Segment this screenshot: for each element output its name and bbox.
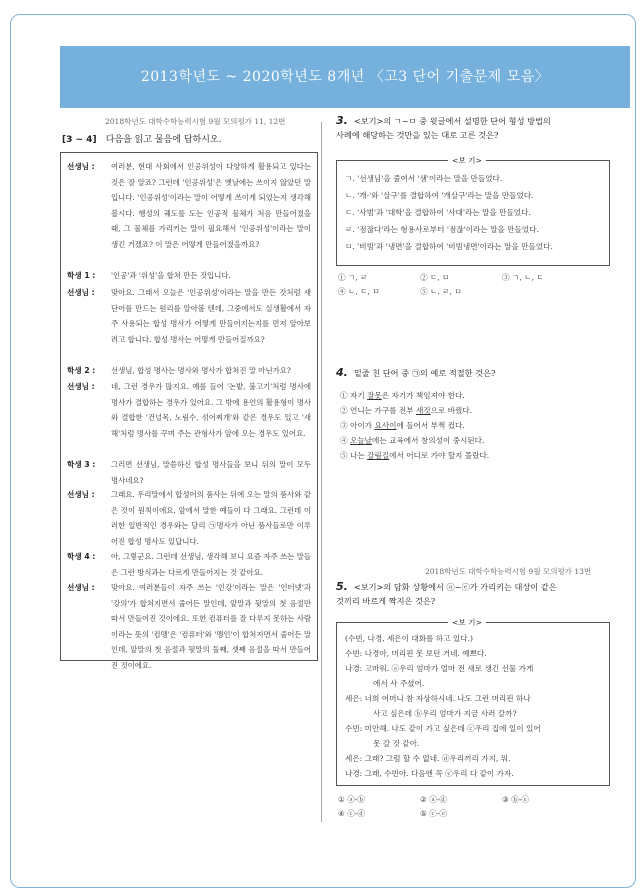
instruction-text: 다음을 읽고 물음에 답하시오. bbox=[105, 135, 222, 145]
question-5-stem-line2: 것끼리 바르게 짝지은 것은? bbox=[336, 596, 436, 606]
speaker: 선생님 : bbox=[67, 382, 95, 391]
speaker: 선생님 : bbox=[67, 490, 95, 499]
utterance: 그러면 선생님, 말씀하신 합성 명사들을 보니 뒤의 말이 모두 명사네요? bbox=[111, 460, 311, 485]
option-text: ② 언니는 가구를 전부 bbox=[340, 406, 416, 415]
speaker: 선생님 : bbox=[67, 288, 95, 297]
speaker: 학생 3 : bbox=[67, 460, 96, 469]
answer-option[interactable] bbox=[340, 450, 489, 461]
answer-option[interactable]: ⑤ ㄴ, ㄹ, ㅁ bbox=[420, 287, 462, 296]
speaker: 선생님 : bbox=[67, 162, 95, 171]
question-range-heading bbox=[62, 132, 221, 145]
dialog-line: 나경: 고마워. ⓐ우리 엄마가 얼마 전 새로 생긴 선물 가게 bbox=[345, 664, 534, 673]
option-text: ③ 아이가 bbox=[340, 421, 375, 430]
answer-option[interactable] bbox=[340, 435, 484, 446]
answer-option[interactable]: ② ⓐ-ⓓ bbox=[420, 795, 447, 804]
underlined-word: 새것 bbox=[415, 406, 431, 415]
dialog-line: 에서 사 주셨어. bbox=[373, 679, 425, 688]
example-box-title: <보 기> bbox=[448, 155, 486, 166]
question-range: [3 ~ 4] bbox=[62, 135, 97, 145]
option-text: ④ bbox=[340, 436, 351, 445]
dialog-line: 나경: 그래, 수빈아. 다음엔 꼭 ⓔ우리 다 같이 가자. bbox=[345, 769, 514, 778]
underlined-word: 요사이 bbox=[374, 421, 397, 430]
dialog-line: 세은: 너희 어머니 참 자상하시네. 나도 그런 머리핀 하나 bbox=[345, 694, 531, 703]
example-box-title: <보 기> bbox=[448, 617, 486, 628]
speaker: 학생 2 : bbox=[67, 366, 96, 375]
answer-option[interactable]: ④ ⓒ-ⓓ bbox=[338, 809, 365, 818]
question-4-stem bbox=[336, 366, 608, 380]
example-item: ㄴ. '개-'와 '살구'를 결합하여 '개살구'라는 말을 만들었다. bbox=[345, 191, 534, 200]
underlined-word: 갈림길 bbox=[367, 451, 390, 460]
question-number: 5. bbox=[336, 580, 348, 593]
utterance: 선생님, 합성 명사는 명사와 명사가 합쳐진 말 아닌가요? bbox=[111, 366, 291, 375]
underlined-word: 오늘날 bbox=[350, 436, 373, 445]
answer-option[interactable]: ③ ⓑ-ⓔ bbox=[502, 795, 529, 804]
speaker: 학생 4 : bbox=[67, 552, 96, 561]
utterance: '인공'과 '위성'을 합쳐 만든 것입니다. bbox=[111, 271, 231, 280]
option-text: 에 들어서 부쩍 컸다. bbox=[396, 421, 465, 430]
utterance: 네, 그런 경우가 많지요. 예를 들어 '논밭, 불고기'처럼 명사에 명사가 결합하는 경우가 있어요. 그 밖에 용언의 활용형이 명사와 결합한 '건널목, 노림수, 섞어찌개'와 같은 경우도 있고 '새해'처럼 명사를 꾸며 주는 관형사가 앞에 오는 경우도 있어요. bbox=[111, 382, 311, 438]
question-3-stem-line2: 사례에 해당하는 것만을 있는 대로 고른 것은? bbox=[336, 130, 499, 140]
dialog-line: 세은: 그래? 그럼 할 수 없네. ⓓ우리끼리 가지, 뭐. bbox=[345, 754, 511, 763]
utterance: 맞아요. 여러분들이 자주 쓰는 '인강'이라는 말은 '인터넷'과 '강의'가 합쳐지면서 줄어든 말인데, 앞말과 뒷말의 첫 음절만 따서 만들어진 것이에요. 또한 컴퓨터를 잘 다루지 못하는 사람이라는 뜻의 '컴맹'은 '컴퓨터'와 '맹인'이 합쳐지면서 줄어든 말인데, 앞말의 첫 음절과 뒷말의 둘째, 셋째 음절을 따서 만들어진 것이에요. bbox=[111, 583, 311, 670]
answer-option[interactable]: ④ ㄴ, ㄷ, ㅁ bbox=[338, 287, 380, 296]
q5-source-note: 2018학년도 대학수학능력시험 9월 모의평가 13번 bbox=[425, 567, 592, 576]
question-5-stem-line1: <보기>의 담화 상황에서 ⓐ~ⓔ가 가리키는 대상이 같은 bbox=[353, 582, 557, 592]
answer-option[interactable]: ① ⓐ-ⓑ bbox=[338, 795, 365, 804]
utterance: 아, 그렇군요. 그런데 선생님, 생각해 보니 요즘 자주 쓰는 말들은 그런 방식과는 다르게 만들어지는 것 같아요. bbox=[111, 552, 311, 577]
answer-option[interactable] bbox=[340, 390, 465, 401]
example-item: ㅁ. '비빔'과 '냉면'을 결합하여 '비빔냉면'이라는 말을 만들었다. bbox=[345, 242, 553, 251]
question-3-stem bbox=[336, 114, 608, 142]
dialog-line: 못 갈 것 같아. bbox=[373, 739, 420, 748]
answer-option[interactable]: ② ㄷ, ㅁ bbox=[420, 273, 450, 282]
underlined-word: 잘못 bbox=[367, 391, 382, 400]
option-text: 에서 어디로 가야 할지 몰랐다. bbox=[389, 451, 490, 460]
option-text: 으로 바꿨다. bbox=[430, 406, 473, 415]
example-item: ㄷ. '사범'과 '대학'을 결합하여 '사대'라는 말을 만들었다. bbox=[345, 208, 531, 217]
answer-option[interactable]: ③ ㄱ, ㄴ, ㄷ bbox=[502, 273, 544, 282]
dialog-line: 수빈: 나경아, 머리핀 못 보던 거네. 예쁘다. bbox=[345, 649, 487, 658]
option-text: ① 자기 bbox=[340, 391, 368, 400]
column-divider bbox=[321, 122, 322, 822]
dialog-line: 수빈: 미안해. 나도 같이 가고 싶은데 ⓒ우리 집에 일이 있어 bbox=[345, 724, 541, 733]
speaker: 선생님 : bbox=[67, 583, 95, 592]
question-4-stem-text: 밑줄 친 단어 중 ㉠의 예로 적절한 것은? bbox=[353, 368, 496, 378]
option-text: ⑤ 나는 bbox=[340, 451, 368, 460]
question-3-stem-line1: <보기>의 ㄱ~ㅁ 중 윗글에서 설명한 단어 형성 방법의 bbox=[353, 116, 551, 126]
answer-option[interactable]: ① ㄱ, ㄹ bbox=[338, 273, 368, 282]
question-5-stem bbox=[336, 580, 608, 608]
example-item: ㄱ. '선생님'을 줄여서 '샘'이라는 말을 만들었다. bbox=[345, 174, 503, 183]
question-number: 3. bbox=[336, 114, 348, 127]
answer-option[interactable] bbox=[340, 405, 472, 416]
answer-option[interactable] bbox=[340, 420, 465, 431]
speaker: 학생 1 : bbox=[67, 271, 96, 280]
question-3-example-box bbox=[336, 156, 610, 266]
answer-option[interactable]: ⑤ ⓒ-ⓔ bbox=[420, 809, 447, 818]
option-text: 은 자기가 책임져야 한다. bbox=[381, 391, 465, 400]
option-text: 에는 교육에서 창의성이 중시된다. bbox=[372, 436, 485, 445]
dialog-line: (수빈, 나경, 세은이 대화를 하고 있다.) bbox=[345, 634, 473, 643]
left-source-note: 2018학년도 대학수학능력시험 9월 모의평가 11, 12번 bbox=[105, 117, 286, 126]
utterance: 여러분, 현대 사회에서 인공위성이 다양하게 활용되고 있다는 것은 잘 알죠? 그런데 '인공위성'은 옛날에는 쓰이지 않았던 말입니다. '인공위성'이라는 말이 어떻게 쓰이게 되었는지 생각해 봅시다. 행성의 궤도를 도는 인공적 물체가 처음 만들어졌을 때, 그 물체를 가리키는 말이 필요해서 '인공위성'이라는 말이 생긴 거겠죠? 이 말은 어떻게 만들어졌을까요? bbox=[111, 162, 311, 249]
dialog-line: 사고 싶은데 ⓑ우리 엄마가 지금 사러 갈까? bbox=[373, 709, 517, 718]
question-5-example-box bbox=[336, 618, 610, 786]
page-title: 2013학년도 ~ 2020학년도 8개년 〈고3 단어 기출문제 모음〉 bbox=[60, 46, 630, 108]
example-item: ㄹ. '점잖다'라는 형용사로부터 '점잖'이라는 말을 만들었다. bbox=[345, 225, 539, 234]
dialog-box bbox=[60, 152, 318, 670]
utterance: 그래요. 우리말에서 합성어의 품사는 뒤에 오는 말의 품사와 같은 것이 원칙이에요. 앞에서 말한 예들이 다 그래요. 그런데 이러한 일반적인 경우와는 달리 ㉠명사가 아닌 품사들로만 이루어진 합성 명사도 있답니다. bbox=[111, 490, 311, 546]
utterance: 맞아요. 그래서 오늘은 '인공위성'이라는 말을 만든 것처럼 새 단어를 만드는 원리를 알아볼 텐데, 그중에서도 실생활에서 자주 사용되는 합성 명사가 어떻게 만들어지는지를 먼저 알아보려고 합니다. 합성 명사는 어떻게 만들어질까요? bbox=[111, 288, 311, 344]
question-number: 4. bbox=[336, 366, 348, 379]
